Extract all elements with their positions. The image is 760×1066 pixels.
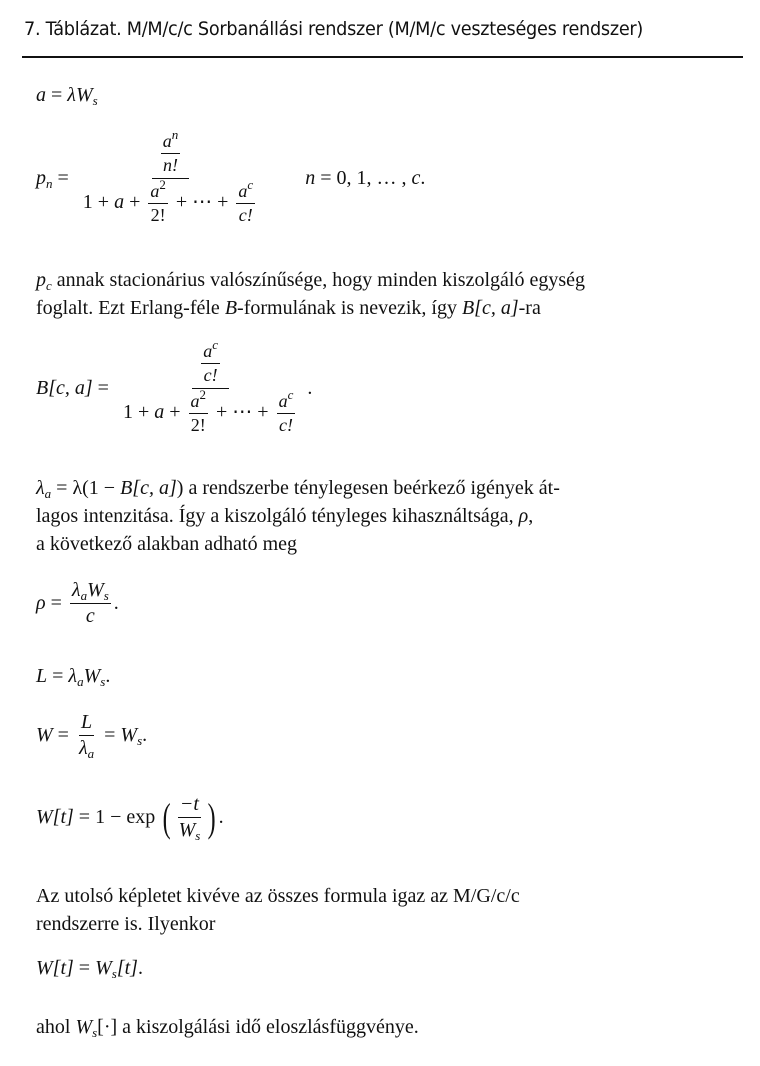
formula-L: $L = \lambda_aW_s$. [36, 665, 111, 689]
formula-Wt: W[t] = 1 − exp ( $\frac{-t}{W_s}$ ) . [36, 793, 224, 843]
paragraph-mgcc: Az utolsó képletet kivéve az összes formula igaz az M/G/c/c rendszerre is. Ilyenkor [36, 885, 520, 935]
caption-rule [22, 56, 743, 58]
Wt-fraction: $\frac{-t}{W_s}$ [178, 793, 201, 843]
table-caption: 7. Táblázat. M/M/c/c Sorbanállási rendszer (M/M/c veszteséges rendszer) [24, 18, 644, 40]
W-fraction: $\frac{L}{\lambda_a}$ [78, 711, 95, 761]
paragraph-pc: $p_c$ annak stacionárius valószínűsége, hogy minden kiszolgáló egység foglalt. Ezt Erlang-féle B-formulának is nevezik, így B[c, a]-ra [36, 269, 585, 319]
formula-W: W = $\frac{L}{\lambda_a}$ = $W_s$. [36, 711, 148, 761]
formula-rho: ρ = $\frac{\lambda_aW_s}{c}$ . [36, 579, 119, 627]
formula-pn: $p_n$ = $\frac{a^n}{n!}$ 1 + a + $\frac{a^2}{2!}$ + ⋯ + $\frac{a^c}{c!}$ n = 0, 1, … , c. [36, 127, 426, 225]
formula-Wt-mgcc: $W[t] = W_s[t]$. [36, 957, 143, 981]
pn-fraction: $\frac{a^n}{n!}$ 1 + a + $\frac{a^2}{2!}$ + ⋯ + $\frac{a^c}{c!}$ [82, 127, 254, 225]
erlang-b-fraction: $\frac{a^c}{c!}$ 1 + a + $\frac{a^2}{2!}$ + ⋯ + $\frac{a^c}{c!}$ [122, 337, 294, 435]
formula-a-definition: $a = \lambda W_s$ [36, 84, 98, 108]
formula-erlang-b: B[c, a] = $\frac{a^c}{c!}$ 1 + a + $\frac{a^2}{2!}$ + ⋯ + $\frac{a^c}{c!}$ . [36, 337, 313, 435]
paragraph-lambda-a: $\lambda_a = \lambda(1 - B[c$, a]) a rendszerbe ténylegesen beérkező igények át- lagos intenzitása. Így a kiszolgáló tényleges kihasználtsága, ρ, a következő alakban adható meg [36, 477, 560, 555]
paragraph-final: ahol $W_s[\cdot]$ a kiszolgálási idő eloszlásfüggvénye. [36, 1016, 419, 1040]
rho-fraction: $\frac{\lambda_aW_s}{c}$ [71, 579, 109, 627]
